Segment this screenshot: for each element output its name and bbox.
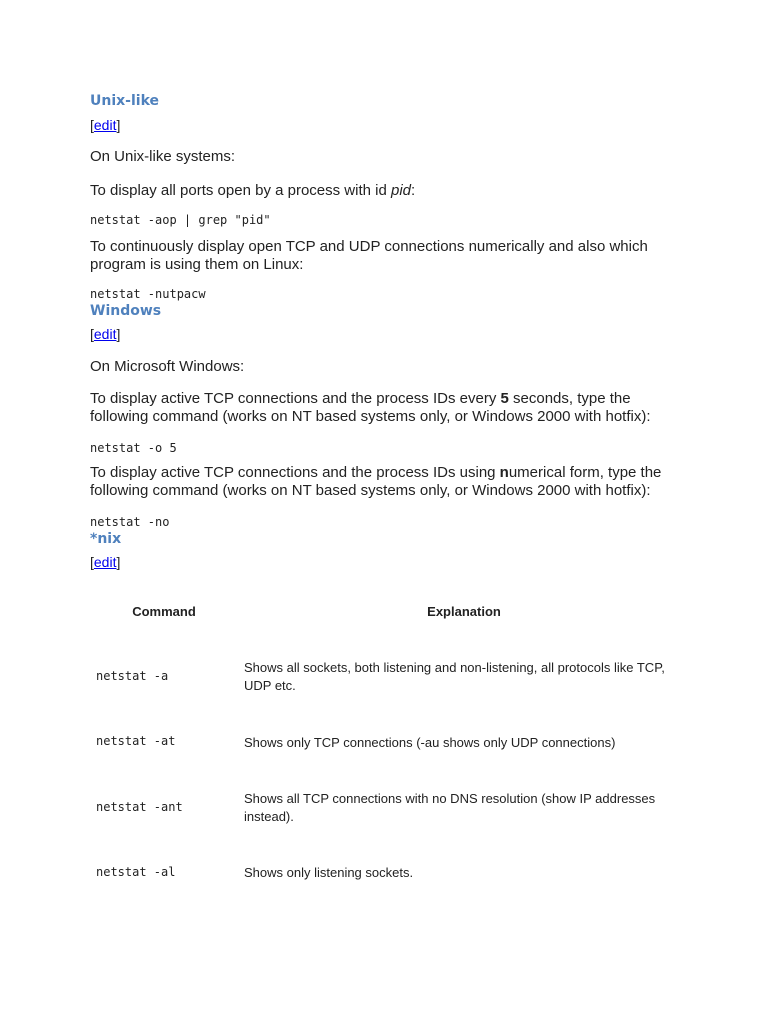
nix-heading: *nix	[90, 531, 122, 547]
windows-paragraph-2: To display active TCP connections and the process IDs using numerical form, type the following command (works on NT based systems only, or Windows 2000 with hotfix):	[90, 464, 662, 499]
table-row-1-explanation: Shows all sockets, both listening and non-listening, all protocols like TCP, UDP etc.	[244, 660, 665, 693]
windows-edit-link[interactable]: edit	[93, 326, 117, 342]
windows-edit-line: [edit]	[90, 326, 121, 342]
unix-intro: On Unix-like systems:	[90, 148, 236, 165]
nix-edit-link[interactable]: edit	[93, 554, 117, 570]
table-header-command: Command	[132, 604, 196, 619]
windows-intro: On Microsoft Windows:	[90, 358, 245, 375]
windows-code-1: netstat -o 5	[90, 441, 177, 455]
table-row-4-command: netstat -al	[96, 865, 176, 879]
unix-paragraph-1: To display all ports open by a process with id pid:	[90, 182, 416, 199]
nix-edit-line: [edit]	[90, 554, 121, 570]
unix-edit-line: [edit]	[90, 117, 121, 133]
unix-code-1: netstat -aop | grep "pid"	[90, 213, 271, 227]
bold-n: n	[499, 464, 509, 481]
unix-like-heading: Unix-like	[90, 93, 160, 109]
table-row-2-command: netstat -at	[96, 734, 176, 748]
pid-italic: pid	[391, 182, 412, 199]
windows-heading: Windows	[90, 303, 162, 319]
table-row-1-command: netstat -a	[96, 669, 169, 683]
table-row-3-explanation: Shows all TCP connections with no DNS resolution (show IP addresses instead).	[244, 791, 656, 824]
windows-code-2: netstat -no	[90, 515, 170, 529]
table-header-explanation: Explanation	[427, 604, 501, 619]
bold-5: 5	[500, 390, 509, 407]
unix-code-2: netstat -nutpacw	[90, 287, 206, 301]
table-row-4-explanation: Shows only listening sockets.	[244, 865, 414, 880]
windows-paragraph-1: To display active TCP connections and the process IDs every 5 seconds, type the following command (works on NT based systems only, or Windows 2000 with hotfix):	[90, 390, 651, 425]
unix-edit-link[interactable]: edit	[93, 117, 117, 133]
unix-paragraph-2: To continuously display open TCP and UDP connections numerically and also which program is using them on Linux:	[90, 238, 648, 273]
table-row-3-command: netstat -ant	[96, 800, 183, 814]
table-row-2-explanation: Shows only TCP connections (-au shows only UDP connections)	[244, 735, 616, 750]
